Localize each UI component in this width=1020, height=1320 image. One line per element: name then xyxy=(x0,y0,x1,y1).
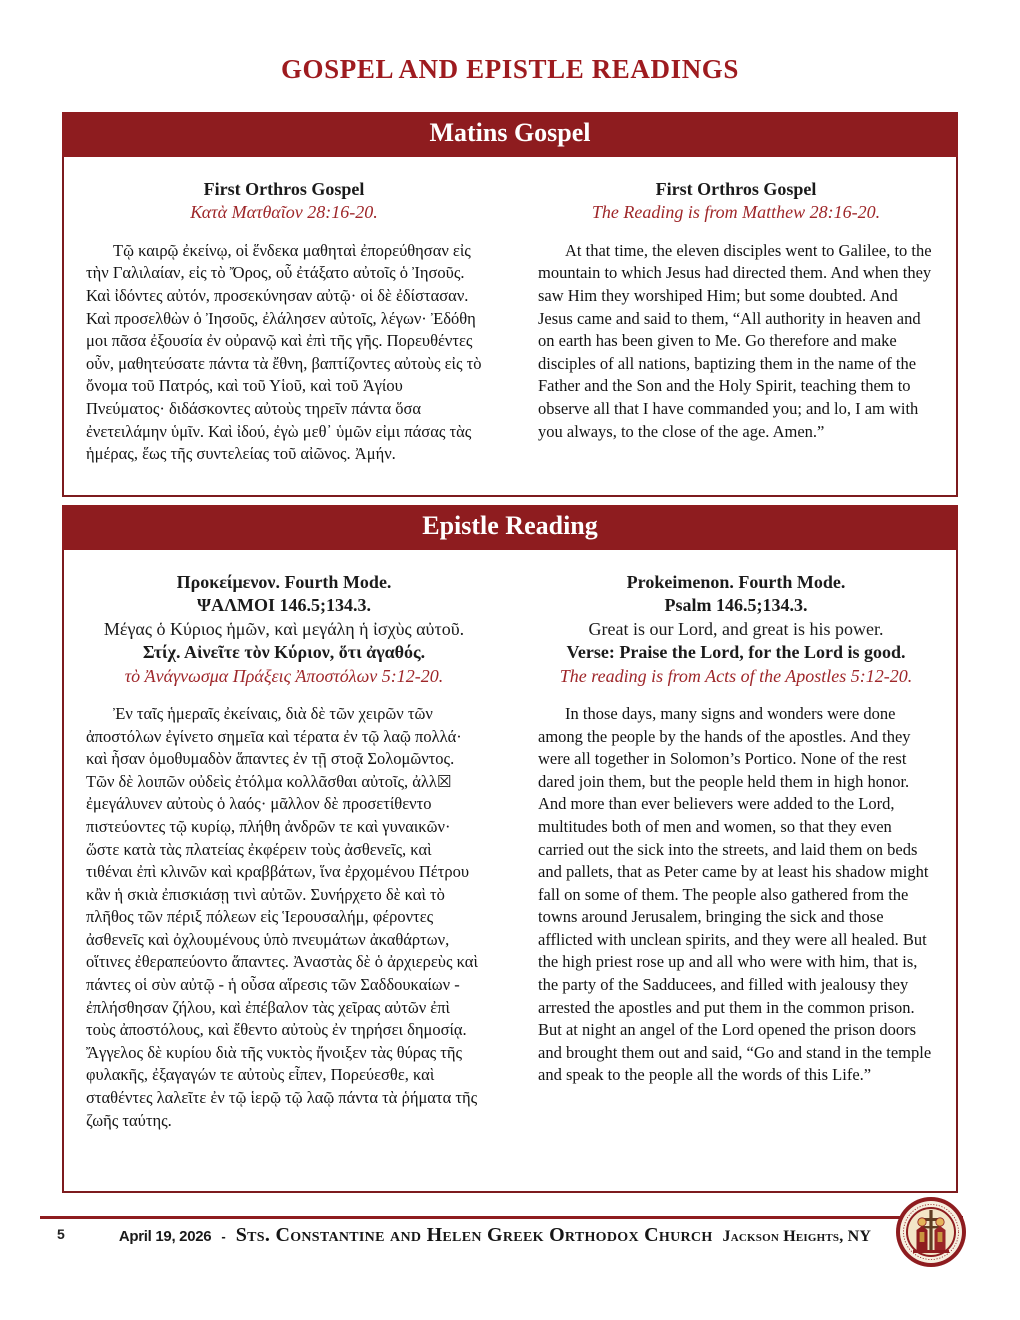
footer-divider xyxy=(40,1216,963,1219)
matins-gospel-banner: Matins Gospel xyxy=(62,112,958,157)
epistle-greek-prokeimenon: Προκείμενον. Fourth Mode. xyxy=(176,572,392,592)
matins-greek-column xyxy=(86,178,482,466)
footer-separator: - xyxy=(221,1229,226,1244)
epistle-reading-section xyxy=(62,505,958,1193)
matins-greek-source: Κατὰ Ματθαῖον 28:16-20. xyxy=(190,202,378,223)
epistle-greek-column xyxy=(86,571,482,1132)
matins-greek-title: First Orthros Gospel xyxy=(203,179,365,199)
epistle-greek-stich: Στίχ. Αἰνεῖτε τὸν Κύριον, ὅτι ἀγαθός. xyxy=(142,642,426,663)
epistle-english-psalm: Psalm 146.5;134.3. xyxy=(664,595,808,616)
epistle-greek-source: τὸ Ἀνάγνωσμα Πράξεις Ἀποστόλων 5:12-20. xyxy=(124,665,444,686)
epistle-reading-banner: Epistle Reading xyxy=(62,505,958,550)
epistle-english-stich: Verse: Praise the Lord, for the Lord is good. xyxy=(566,642,906,663)
page-title: GOSPEL AND EPISTLE READINGS xyxy=(280,54,740,84)
epistle-english-verse-text: Great is our Lord, and great is his power. xyxy=(588,618,884,639)
matins-english-source: The Reading is from Matthew 28:16-20. xyxy=(591,202,881,223)
church-seal-icon xyxy=(895,1196,967,1268)
epistle-reading-box xyxy=(62,550,958,1193)
matins-gospel-box xyxy=(62,157,958,497)
epistle-greek-psalm: ΨΑΛΜΟΙ 146.5;134.3. xyxy=(197,595,371,616)
matins-english-body: At that time, the eleven disciples went to Galilee, to the mountain to which Jesus had directed them. And when they saw Him they worshiped Him; but some doubted. And Jesus came and said to them, “All authority in heaven and on earth has been given to Me. Go therefore and make disciples of all nations, baptizing them in the name of the Father and the Son and the Holy Spirit, teaching them to observe all that I have commanded you; and lo, I am with you always, to the close of the age. Amen.” xyxy=(538,240,932,441)
matins-english-title: First Orthros Gospel xyxy=(655,179,817,199)
footer-text xyxy=(90,1224,900,1247)
epistle-english-source: The reading is from Acts of the Apostles 5:12-20. xyxy=(559,665,913,686)
footer-church-name: Sts. Constantine and Helen Greek Orthodox Church xyxy=(235,1224,713,1246)
footer-date: April 19, 2026 xyxy=(118,1228,212,1245)
footer-church-location: Jackson Heights, NY xyxy=(722,1228,872,1245)
epistle-english-prokeimenon: Prokeimenon. Fourth Mode. xyxy=(626,572,846,592)
epistle-english-column xyxy=(538,571,934,1132)
matins-english-column xyxy=(538,178,934,466)
page-number: 5 xyxy=(57,1226,65,1242)
epistle-greek-verse-text: Μέγας ὁ Κύριος ἡμῶν, καὶ μεγάλη ἡ ἰσχὺς αὐτοῦ. xyxy=(103,618,465,639)
matins-greek-body: Τῷ καιρῷ ἐκείνῳ, οἱ ἕνδεκα μαθηταὶ ἐπορεύθησαν εἰς τὴν Γαλιλαίαν, εἰς τὸ Ὄρος, οὗ ἐτάξατο αὐτοῖς ὁ Ἰησοῦς. Καὶ ἰδόντες αὐτόν, προσεκύνησαν αὐτῷ· οἱ δὲ ἐδίστασαν. Καὶ προσελθὼν ὁ Ἰησοῦς, ἐλάλησεν αὐτοῖς, λέγων· Ἐδόθη μοι πᾶσα ἐξουσία ἐν οὐρανῷ καὶ ἐπὶ τῆς γῆς. Πορευθέντες οὖν, μαθητεύσατε πάντα τὰ ἔθνη, βαπτίζοντες αὐτοὺς εἰς τὸ ὄνομα τοῦ Πατρός, καὶ τοῦ Υἱοῦ, καὶ τοῦ Ἁγίου Πνεύματος· διδάσκοντες αὐτοὺς τηρεῖν πάντα ὅσα ἐνετειλάμην ὑμῖν. Καὶ ἰδού, ἐγὼ μεθ᾽ ὑμῶν εἰμι πάσας τὰς ἡμέρας, ἕως τῆς συντελείας τοῦ αἰῶνος. Ἀμήν. xyxy=(86,240,482,464)
epistle-greek-body: Ἐν ταῖς ἡμεραῖς ἐκείναις, διὰ δὲ τῶν χειρῶν τῶν ἀποστόλων ἐγίνετο σημεῖα καὶ τέρατα ἐν τῷ λαῷ πολλά· καὶ ἦσαν ὁμοθυμαδὸν ἅπαντες ἐν τῇ στοᾷ Σολομῶντος. Τῶν δὲ λοιπῶν οὐδεὶς ἐτόλμα κολλᾶσθαι αὐτοῖς, ἀλλ☒ ἐμεγάλυνεν αὐτοὺς ὁ λαός· μᾶλλον δὲ προσετίθεντο πιστεύοντες τῷ κυρίῳ, πλήθη ἀνδρῶν τε καὶ γυναικῶν· ὥστε κατὰ τὰς πλατείας ἐκφέρειν τοὺς ἀσθενεῖς, καὶ τιθέναι ἐπὶ κλινῶν καὶ κραββάτων, ἵνα ἐρχομένου Πέτρου κἂν ἡ σκιὰ ἐπισκιάσῃ τινὶ αὐτῶν. Συνήρχετο δὲ καὶ τὸ πλῆθος τῶν πέριξ πόλεων εἰς Ἱερουσαλήμ, φέροντες ἀσθενεῖς καὶ ὀχλουμένους ὑπὸ πνευμάτων ἀκαθάρτων, οἵτινες ἐθεραπεύοντο ἅπαντες. Ἀναστὰς δὲ ὁ ἀρχιερεὺς καὶ πάντες οἱ σὺν αὐτῷ - ἡ οὖσα αἵρεσις τῶν Σαδδουκαίων - ἐπλήσθησαν ζήλου, καὶ ἐπέβαλον τὰς χεῖρας αὐτῶν ἐπὶ τοὺς ἀποστόλους, καὶ ἔθεντο αὐτοὺς ἐν τηρήσει δημοσίᾳ. Ἄγγελος δὲ κυρίου διὰ τῆς νυκτὸς ἤνοιξεν τὰς θύρας τῆς φυλακῆς, ἐξαγαγών τε αὐτοὺς εἶπεν, Πορεύεσθε, καὶ σταθέντες λαλεῖτε ἐν τῷ ἱερῷ τῷ λαῷ πάντα τὰ ῥήματα τῆς ζωῆς ταύτης. xyxy=(86,703,478,1130)
epistle-english-body: In those days, many signs and wonders were done among the people by the hands of the apostles. And they were all together in Solomon’s Portico. None of the rest dared join them, but the people held them in high honor. And more than ever believers were added to the Lord, multitudes both of men and women, so that they even carried out the sick into the streets, and laid them on beds and pallets, that as Peter came by at least his shadow might fall on some of them. The people also gathered from the towns around Jerusalem, bringing the sick and those afflicted with unclean spirits, and they were all healed. But the high priest rose up and all who were with him, that is, the party of the Sadducees, and filled with jealousy they arrested the apostles and put them in the common prison. But at night an angel of the Lord opened the prison doors and brought them out and said, “Go and stand in the temple and speak to the people all the words of this Life.” xyxy=(538,703,932,1085)
matins-gospel-section xyxy=(62,112,958,497)
